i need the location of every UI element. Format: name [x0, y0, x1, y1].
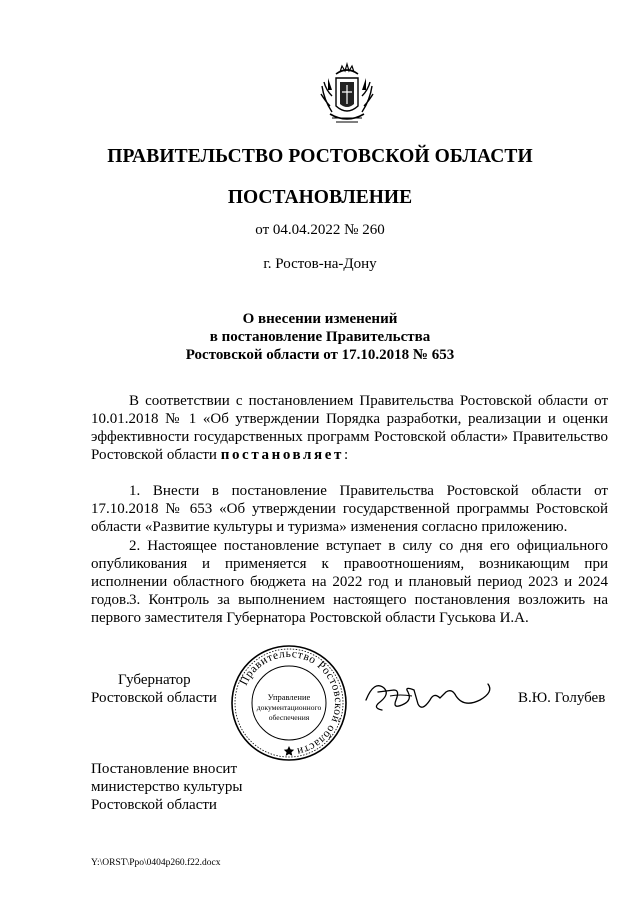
body-item-1: 1. Внести в постановление Правительства Ростовской области от 17.10.2018 № 653 «Об утверждении государственной программы Ростовской области «Развитие культуры и туризма» изменения согласно приложению. [91, 483, 608, 535]
seal-ring-text: Правительство Ростовской области [238, 647, 345, 758]
submitted-by-line: Постановление вносит [91, 761, 238, 777]
signatory-region: Ростовской области [91, 690, 217, 706]
document-subject [0, 310, 640, 364]
signatory-name: В.Ю. Голубев [518, 690, 606, 706]
intro-text: В соответствии с постановлением Правительства Ростовской области от 10.01.2018 № 1 «Об утверждении Порядка разработки, реализации и оценки эффективности государственных программ Ростовской области» Правительство Ростовской области [91, 393, 608, 463]
document-date-number: от 04.04.2022 № 260 [255, 222, 385, 238]
submitted-by-line: министерство культуры [91, 779, 243, 795]
intro-end: : [344, 447, 349, 463]
official-seal-icon [229, 643, 349, 763]
coat-of-arms-icon [318, 60, 376, 128]
intro-paragraph [91, 392, 608, 464]
decree-word: постановляет [220, 447, 344, 463]
signatory-title: Губернатор [118, 672, 191, 688]
seal-inner-line: Управление [267, 692, 311, 702]
seal-inner-line: документационного [256, 703, 322, 712]
subject-line: Ростовской области от 17.10.2018 № 653 [185, 347, 455, 363]
handwritten-signature-icon [360, 670, 496, 722]
submitted-by-block [91, 760, 243, 814]
organization-title: ПРАВИТЕЛЬСТВО РОСТОВСКОЙ ОБЛАСТИ [107, 146, 533, 167]
submitted-by-line: Ростовской области [91, 797, 217, 813]
document-type: ПОСТАНОВЛЕНИЕ [227, 187, 413, 208]
body-item-2: 2. Настоящее постановление вступает в силу со дня его официального опубликования и применяется к правоотношениям, возникающим при исполнении областного бюджета на 2022 год и плановый период 2023 и 2024 годов. [91, 538, 608, 608]
seal-inner-line: обеспечения [268, 713, 310, 722]
document-city: г. Ростов-на-Дону [263, 256, 377, 272]
body-item-3: 3. Контроль за выполнением настоящего постановления возложить на первого заместителя Губернатора Ростовской области Гуськова И.А. [91, 592, 608, 626]
file-path-footer: Y:\ORST\Ppo\0404p260.f22.docx [91, 858, 221, 868]
subject-line: О внесении изменений [242, 311, 398, 327]
subject-line: в постановление Правительства [209, 329, 431, 345]
